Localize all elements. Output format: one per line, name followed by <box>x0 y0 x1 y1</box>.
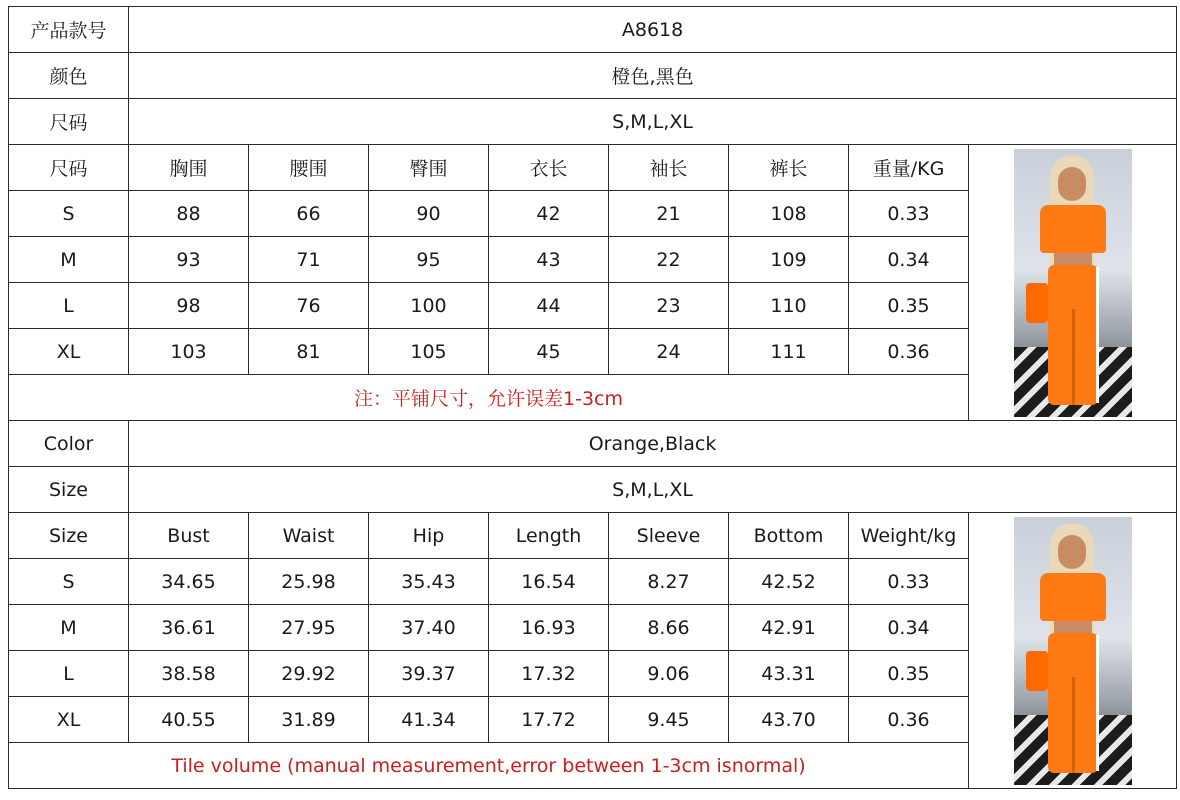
cn-header-cell: 臀围 <box>369 145 489 191</box>
value-cell: 9.06 <box>609 651 729 697</box>
cn-tolerance-note: 注：平铺尺寸，允许误差1-3cm <box>9 375 969 421</box>
value-cell: 34.65 <box>129 559 249 605</box>
value-cell: 0.33 <box>849 559 969 605</box>
value-cell: 0.34 <box>849 237 969 283</box>
en-color-row <box>9 421 1177 467</box>
value-cell: 93 <box>129 237 249 283</box>
en-size-label: Size <box>9 467 129 513</box>
en-header-cell: Waist <box>249 513 369 559</box>
en-color-value: Orange,Black <box>129 421 1177 467</box>
value-cell: 100 <box>369 283 489 329</box>
product-photo-cn <box>969 145 1177 421</box>
value-cell: 27.95 <box>249 605 369 651</box>
value-cell: 38.58 <box>129 651 249 697</box>
en-size-row <box>9 467 1177 513</box>
value-cell: 105 <box>369 329 489 375</box>
size-cell: M <box>9 605 129 651</box>
cn-color-label: 颜色 <box>9 53 129 99</box>
en-header-cell: Weight/kg <box>849 513 969 559</box>
en-size-value: S,M,L,XL <box>129 467 1177 513</box>
value-cell: 41.34 <box>369 697 489 743</box>
cn-model-label: 产品款号 <box>9 7 129 53</box>
value-cell: 110 <box>729 283 849 329</box>
value-cell: 25.98 <box>249 559 369 605</box>
en-header-cell: Size <box>9 513 129 559</box>
value-cell: 17.32 <box>489 651 609 697</box>
value-cell: 16.54 <box>489 559 609 605</box>
model-photo <box>1014 149 1132 417</box>
cn-header-cell: 裤长 <box>729 145 849 191</box>
value-cell: 31.89 <box>249 697 369 743</box>
cn-color-value: 橙色,黑色 <box>129 53 1177 99</box>
cn-color-row <box>9 53 1177 99</box>
en-tolerance-note: Tile volume (manual measurement,error between 1-3cm isnormal) <box>9 743 969 789</box>
value-cell: 81 <box>249 329 369 375</box>
cn-header-row <box>9 145 1177 191</box>
value-cell: 109 <box>729 237 849 283</box>
size-chart-sheet <box>8 6 1177 789</box>
value-cell: 37.40 <box>369 605 489 651</box>
cn-header-cell: 袖长 <box>609 145 729 191</box>
size-cell: XL <box>9 697 129 743</box>
size-cell: L <box>9 651 129 697</box>
en-header-cell: Bottom <box>729 513 849 559</box>
value-cell: 8.27 <box>609 559 729 605</box>
value-cell: 35.43 <box>369 559 489 605</box>
value-cell: 22 <box>609 237 729 283</box>
size-cell: XL <box>9 329 129 375</box>
value-cell: 0.35 <box>849 283 969 329</box>
value-cell: 0.36 <box>849 329 969 375</box>
en-color-label: Color <box>9 421 129 467</box>
value-cell: 43.70 <box>729 697 849 743</box>
size-cell: S <box>9 191 129 237</box>
value-cell: 45 <box>489 329 609 375</box>
cn-header-cell: 重量/KG <box>849 145 969 191</box>
value-cell: 95 <box>369 237 489 283</box>
value-cell: 0.35 <box>849 651 969 697</box>
value-cell: 42 <box>489 191 609 237</box>
value-cell: 44 <box>489 283 609 329</box>
value-cell: 103 <box>129 329 249 375</box>
size-cell: S <box>9 559 129 605</box>
value-cell: 16.93 <box>489 605 609 651</box>
en-header-row <box>9 513 1177 559</box>
value-cell: 0.33 <box>849 191 969 237</box>
cn-header-cell: 衣长 <box>489 145 609 191</box>
en-header-cell: Length <box>489 513 609 559</box>
value-cell: 29.92 <box>249 651 369 697</box>
value-cell: 0.36 <box>849 697 969 743</box>
value-cell: 9.45 <box>609 697 729 743</box>
value-cell: 36.61 <box>129 605 249 651</box>
cn-model-row <box>9 7 1177 53</box>
cn-header-cell: 胸围 <box>129 145 249 191</box>
value-cell: 17.72 <box>489 697 609 743</box>
value-cell: 42.91 <box>729 605 849 651</box>
cn-size-label: 尺码 <box>9 99 129 145</box>
value-cell: 111 <box>729 329 849 375</box>
value-cell: 24 <box>609 329 729 375</box>
value-cell: 88 <box>129 191 249 237</box>
value-cell: 71 <box>249 237 369 283</box>
value-cell: 66 <box>249 191 369 237</box>
value-cell: 43 <box>489 237 609 283</box>
product-photo-en <box>969 513 1177 789</box>
model-photo <box>1014 517 1132 785</box>
size-cell: M <box>9 237 129 283</box>
value-cell: 98 <box>129 283 249 329</box>
cn-header-cell: 腰围 <box>249 145 369 191</box>
value-cell: 8.66 <box>609 605 729 651</box>
cn-header-cell: 尺码 <box>9 145 129 191</box>
en-header-cell: Sleeve <box>609 513 729 559</box>
value-cell: 40.55 <box>129 697 249 743</box>
value-cell: 23 <box>609 283 729 329</box>
cn-size-row <box>9 99 1177 145</box>
value-cell: 43.31 <box>729 651 849 697</box>
size-cell: L <box>9 283 129 329</box>
en-header-cell: Hip <box>369 513 489 559</box>
value-cell: 39.37 <box>369 651 489 697</box>
value-cell: 108 <box>729 191 849 237</box>
value-cell: 76 <box>249 283 369 329</box>
value-cell: 0.34 <box>849 605 969 651</box>
value-cell: 42.52 <box>729 559 849 605</box>
value-cell: 90 <box>369 191 489 237</box>
cn-model-value: A8618 <box>129 7 1177 53</box>
cn-size-value: S,M,L,XL <box>129 99 1177 145</box>
value-cell: 21 <box>609 191 729 237</box>
en-header-cell: Bust <box>129 513 249 559</box>
